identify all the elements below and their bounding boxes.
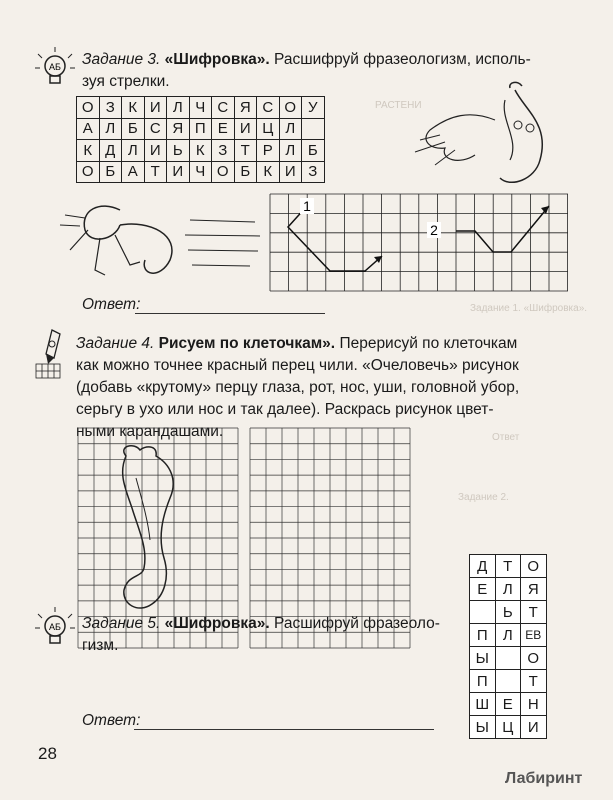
task3-grid-cell: Л <box>279 118 302 140</box>
task5-grid-cell: Т <box>495 555 521 578</box>
task3-arrow-grid <box>270 194 568 291</box>
task3-grid-cell: А <box>77 118 100 140</box>
task3-grid-cell: С <box>212 97 235 119</box>
task3-grid-cell: У <box>302 97 325 119</box>
task5-grid-row <box>470 601 547 624</box>
task5-grid-cell: Я <box>521 578 547 601</box>
task3-grid-cell: О <box>77 97 100 119</box>
watermark-text: Ответ <box>492 432 520 443</box>
task5-grid-cell: П <box>470 624 496 647</box>
svg-text:АБ: АБ <box>49 622 61 632</box>
task3-grid-cell: И <box>234 118 257 140</box>
task3-grid-cell: С <box>144 118 167 140</box>
task3-grid-cell: И <box>279 161 302 183</box>
task5-answer-label: Ответ: <box>82 712 141 729</box>
task3-grid-row <box>77 161 325 183</box>
page-number: 28 <box>38 744 57 763</box>
task3-grid-cell: Б <box>302 140 325 162</box>
task3-grid-cell: О <box>212 161 235 183</box>
task5-grid-cell: Т <box>521 670 547 693</box>
task5-grid-row <box>470 693 547 716</box>
pepper-cartoon-illustration <box>410 80 570 190</box>
task4-text <box>76 333 576 443</box>
task4-label: Задание 4. <box>76 335 155 352</box>
svg-text:АБ: АБ <box>49 62 61 72</box>
task3-grid-cell: Е <box>212 118 235 140</box>
task3-instruction-line2: зуя стрелки. <box>82 73 170 90</box>
task3-grid-cell: З <box>302 161 325 183</box>
task3-grid-cell: И <box>144 97 167 119</box>
task5-grid-cell: П <box>470 670 496 693</box>
task3-grid-cell: И <box>144 140 167 162</box>
task4-instruction-line3: (добавь «крутому» перцу глаза, рот, нос, уши, головной убор, <box>76 379 520 396</box>
task4-title: Рисуем по клеточкам». <box>158 335 336 352</box>
task5-grid-cell-extra: В <box>533 628 542 642</box>
task5-title: «Шифровка». <box>164 615 270 632</box>
task3-letter-grid <box>76 96 325 183</box>
task3-grid-cell: Т <box>234 140 257 162</box>
task5-grid-cell: Ш <box>470 693 496 716</box>
task3-grid-cell: Я <box>167 118 190 140</box>
task5-grid-cell: Е <box>495 693 521 716</box>
task3-grid-cell: И <box>167 161 190 183</box>
watermark-text: Задание 2. <box>458 492 509 503</box>
task3-grid-row <box>77 97 325 119</box>
publisher-logo: Лабиринт <box>505 770 583 787</box>
task5-grid-row <box>470 670 547 693</box>
task3-answer-line[interactable] <box>135 313 325 314</box>
task4-instruction-line5: ными карандашами. <box>76 423 224 440</box>
task3-grid-cell: О <box>77 161 100 183</box>
task3-grid-cell: К <box>122 97 145 119</box>
task3-grid-cell: З <box>99 97 122 119</box>
task5-grid-cell: И <box>521 716 547 739</box>
pencil-grid-icon <box>34 330 66 380</box>
task3-grid-cell: Л <box>279 140 302 162</box>
task3-grid-cell: П <box>189 118 212 140</box>
task5-grid-row <box>470 555 547 578</box>
task5-grid-cell: Л <box>495 578 521 601</box>
task3-answer-label: Ответ: <box>82 296 141 313</box>
task3-grid-cell: К <box>77 140 100 162</box>
task3-grid-row <box>77 140 325 162</box>
task5-grid-row <box>470 624 547 647</box>
task3-title: «Шифровка». <box>164 51 270 68</box>
task5-answer-line[interactable] <box>134 729 434 730</box>
task4-instruction-line1: Перерисуй по клеточкам <box>339 335 518 352</box>
task3-grid-cell: Т <box>144 161 167 183</box>
lightbulb-icon <box>38 610 72 650</box>
task3-grid-cell: З <box>212 140 235 162</box>
task3-instruction-line1: Расшифруй фразеологизм, исполь- <box>274 51 531 68</box>
task3-grid-cell: Л <box>167 97 190 119</box>
task3-grid-cell: К <box>189 140 212 162</box>
task5-instruction-line1: Расшифруй фразеоло- <box>274 615 440 632</box>
task3-grid-cell: Л <box>122 140 145 162</box>
task3-grid-cell: Ц <box>257 118 280 140</box>
task5-grid-row <box>470 578 547 601</box>
task4-instruction-line4: серьгу в ухо или нос и так далее). Раскрась рисунок цвет- <box>76 401 494 418</box>
task5-grid-cell: Ц <box>495 716 521 739</box>
task3-grid-cell: Я <box>234 97 257 119</box>
task5-grid-cell <box>470 601 496 624</box>
task3-grid-cell: Ч <box>189 97 212 119</box>
task5-grid-cell: Ь <box>495 601 521 624</box>
task5-grid-cell: Л <box>495 624 521 647</box>
task3-grid-cell: Ч <box>189 161 212 183</box>
running-pepper-illustration <box>60 190 260 290</box>
task3-grid-cell: С <box>257 97 280 119</box>
task5-grid-cell: Т <box>521 601 547 624</box>
task5-grid-cell <box>495 670 521 693</box>
task5-grid-cell: Д <box>470 555 496 578</box>
arrow-label-1: 1 <box>303 198 311 214</box>
task3-grid-cell: Л <box>99 118 122 140</box>
task3-grid-cell: К <box>257 161 280 183</box>
task3-grid-cell <box>302 118 325 140</box>
task5-grid-cell <box>495 647 521 670</box>
task5-text <box>82 613 462 657</box>
task3-label: Задание 3. <box>82 51 161 68</box>
task3-grid-cell: О <box>279 97 302 119</box>
task5-grid-cell: О <box>521 555 547 578</box>
task3-grid-cell: Ь <box>167 140 190 162</box>
task3-grid-cell: Р <box>257 140 280 162</box>
task3-grid-cell: Б <box>234 161 257 183</box>
task3-grid-row <box>77 118 325 140</box>
task3-grid-cell: Д <box>99 140 122 162</box>
arrow-label-2: 2 <box>430 222 438 238</box>
task5-letter-grid <box>469 554 547 739</box>
task5-grid-row <box>470 716 547 739</box>
task5-grid-cell: Е <box>470 578 496 601</box>
task5-grid-cell: О <box>521 647 547 670</box>
task3-grid-cell: Б <box>99 161 122 183</box>
task5-grid-row <box>470 647 547 670</box>
task5-instruction-line2: гизм. <box>82 637 119 654</box>
task5-grid-cell: ЕВ <box>521 624 547 647</box>
task3-grid-cell: А <box>122 161 145 183</box>
watermark-text: РАСТЕНИ <box>375 100 422 111</box>
lightbulb-icon <box>38 50 72 90</box>
task4-instruction-line2: как можно точнее красный перец чили. «Очеловечь» рисунок <box>76 357 519 374</box>
task5-label: Задание 5. <box>82 615 161 632</box>
task3-grid-cell: Б <box>122 118 145 140</box>
task5-grid-cell: Ы <box>470 647 496 670</box>
task5-grid-cell: Ы <box>470 716 496 739</box>
watermark-text: Задание 1. «Шифровка». <box>470 303 588 314</box>
task5-grid-cell: Н <box>521 693 547 716</box>
